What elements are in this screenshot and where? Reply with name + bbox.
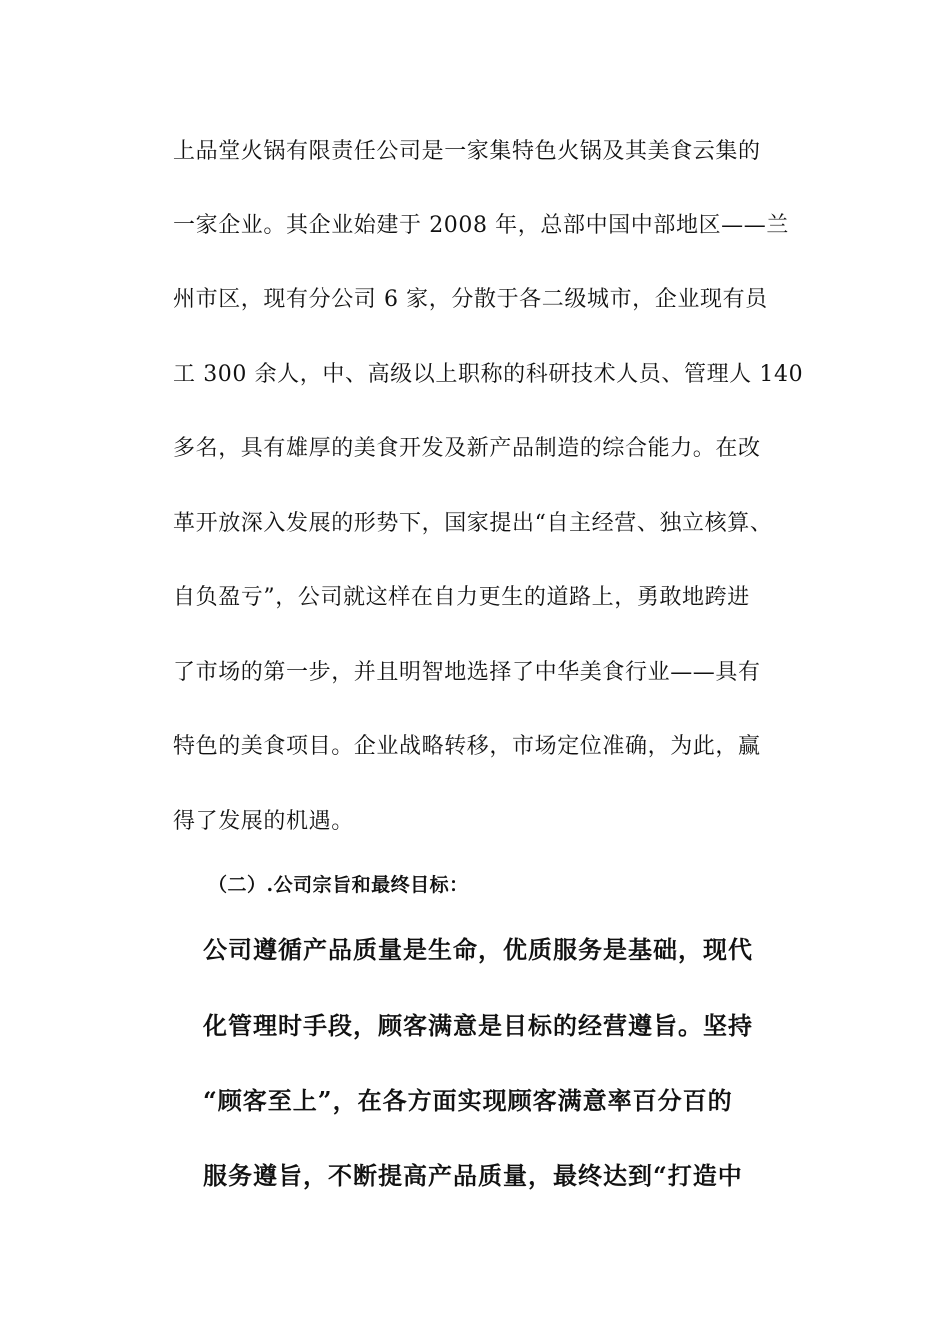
paragraph-line: 自负盈亏”，公司就这样在自力更生的道路上，勇敢地跨进 (173, 585, 750, 610)
paragraph-line: 多名，具有雄厚的美食开发及新产品制造的综合能力。在改 (173, 436, 761, 461)
section-heading: （二）.公司宗旨和最终目标： (208, 874, 469, 896)
paragraph-line: 化管理时手段，顾客满意是目标的经营遵旨。坚持 (203, 1011, 753, 1040)
paragraph-line: 得了发展的机遇。 (173, 809, 354, 834)
paragraph-line: 服务遵旨，不断提高产品质量，最终达到“打造中 (203, 1161, 743, 1190)
paragraph-line: 一家企业。其企业始建于 2008 年，总部中国中部地区——兰 (173, 213, 789, 238)
paragraph-line: 工 300 余人，中、高级以上职称的科研技术人员、管理人 140 (173, 362, 804, 387)
paragraph-line: 特色的美食项目。企业战略转移，市场定位准确，为此，赢 (173, 734, 761, 759)
paragraph-line: 州市区，现有分公司 6 家，分散于各二级城市，企业现有员 (173, 287, 768, 312)
paragraph-line: 上品堂火锅有限责任公司是一家集特色火锅及其美食云集的 (173, 139, 761, 164)
paragraph-line: “顾客至上”，在各方面实现顾客满意率百分百的 (203, 1086, 733, 1115)
paragraph-line: 了市场的第一步，并且明智地选择了中华美食行业——具有 (173, 660, 761, 685)
paragraph-line: 革开放深入发展的形势下，国家提出“自主经营、独立核算、 (173, 511, 773, 536)
paragraph-line: 公司遵循产品质量是生命，优质服务是基础，现代 (203, 935, 753, 964)
